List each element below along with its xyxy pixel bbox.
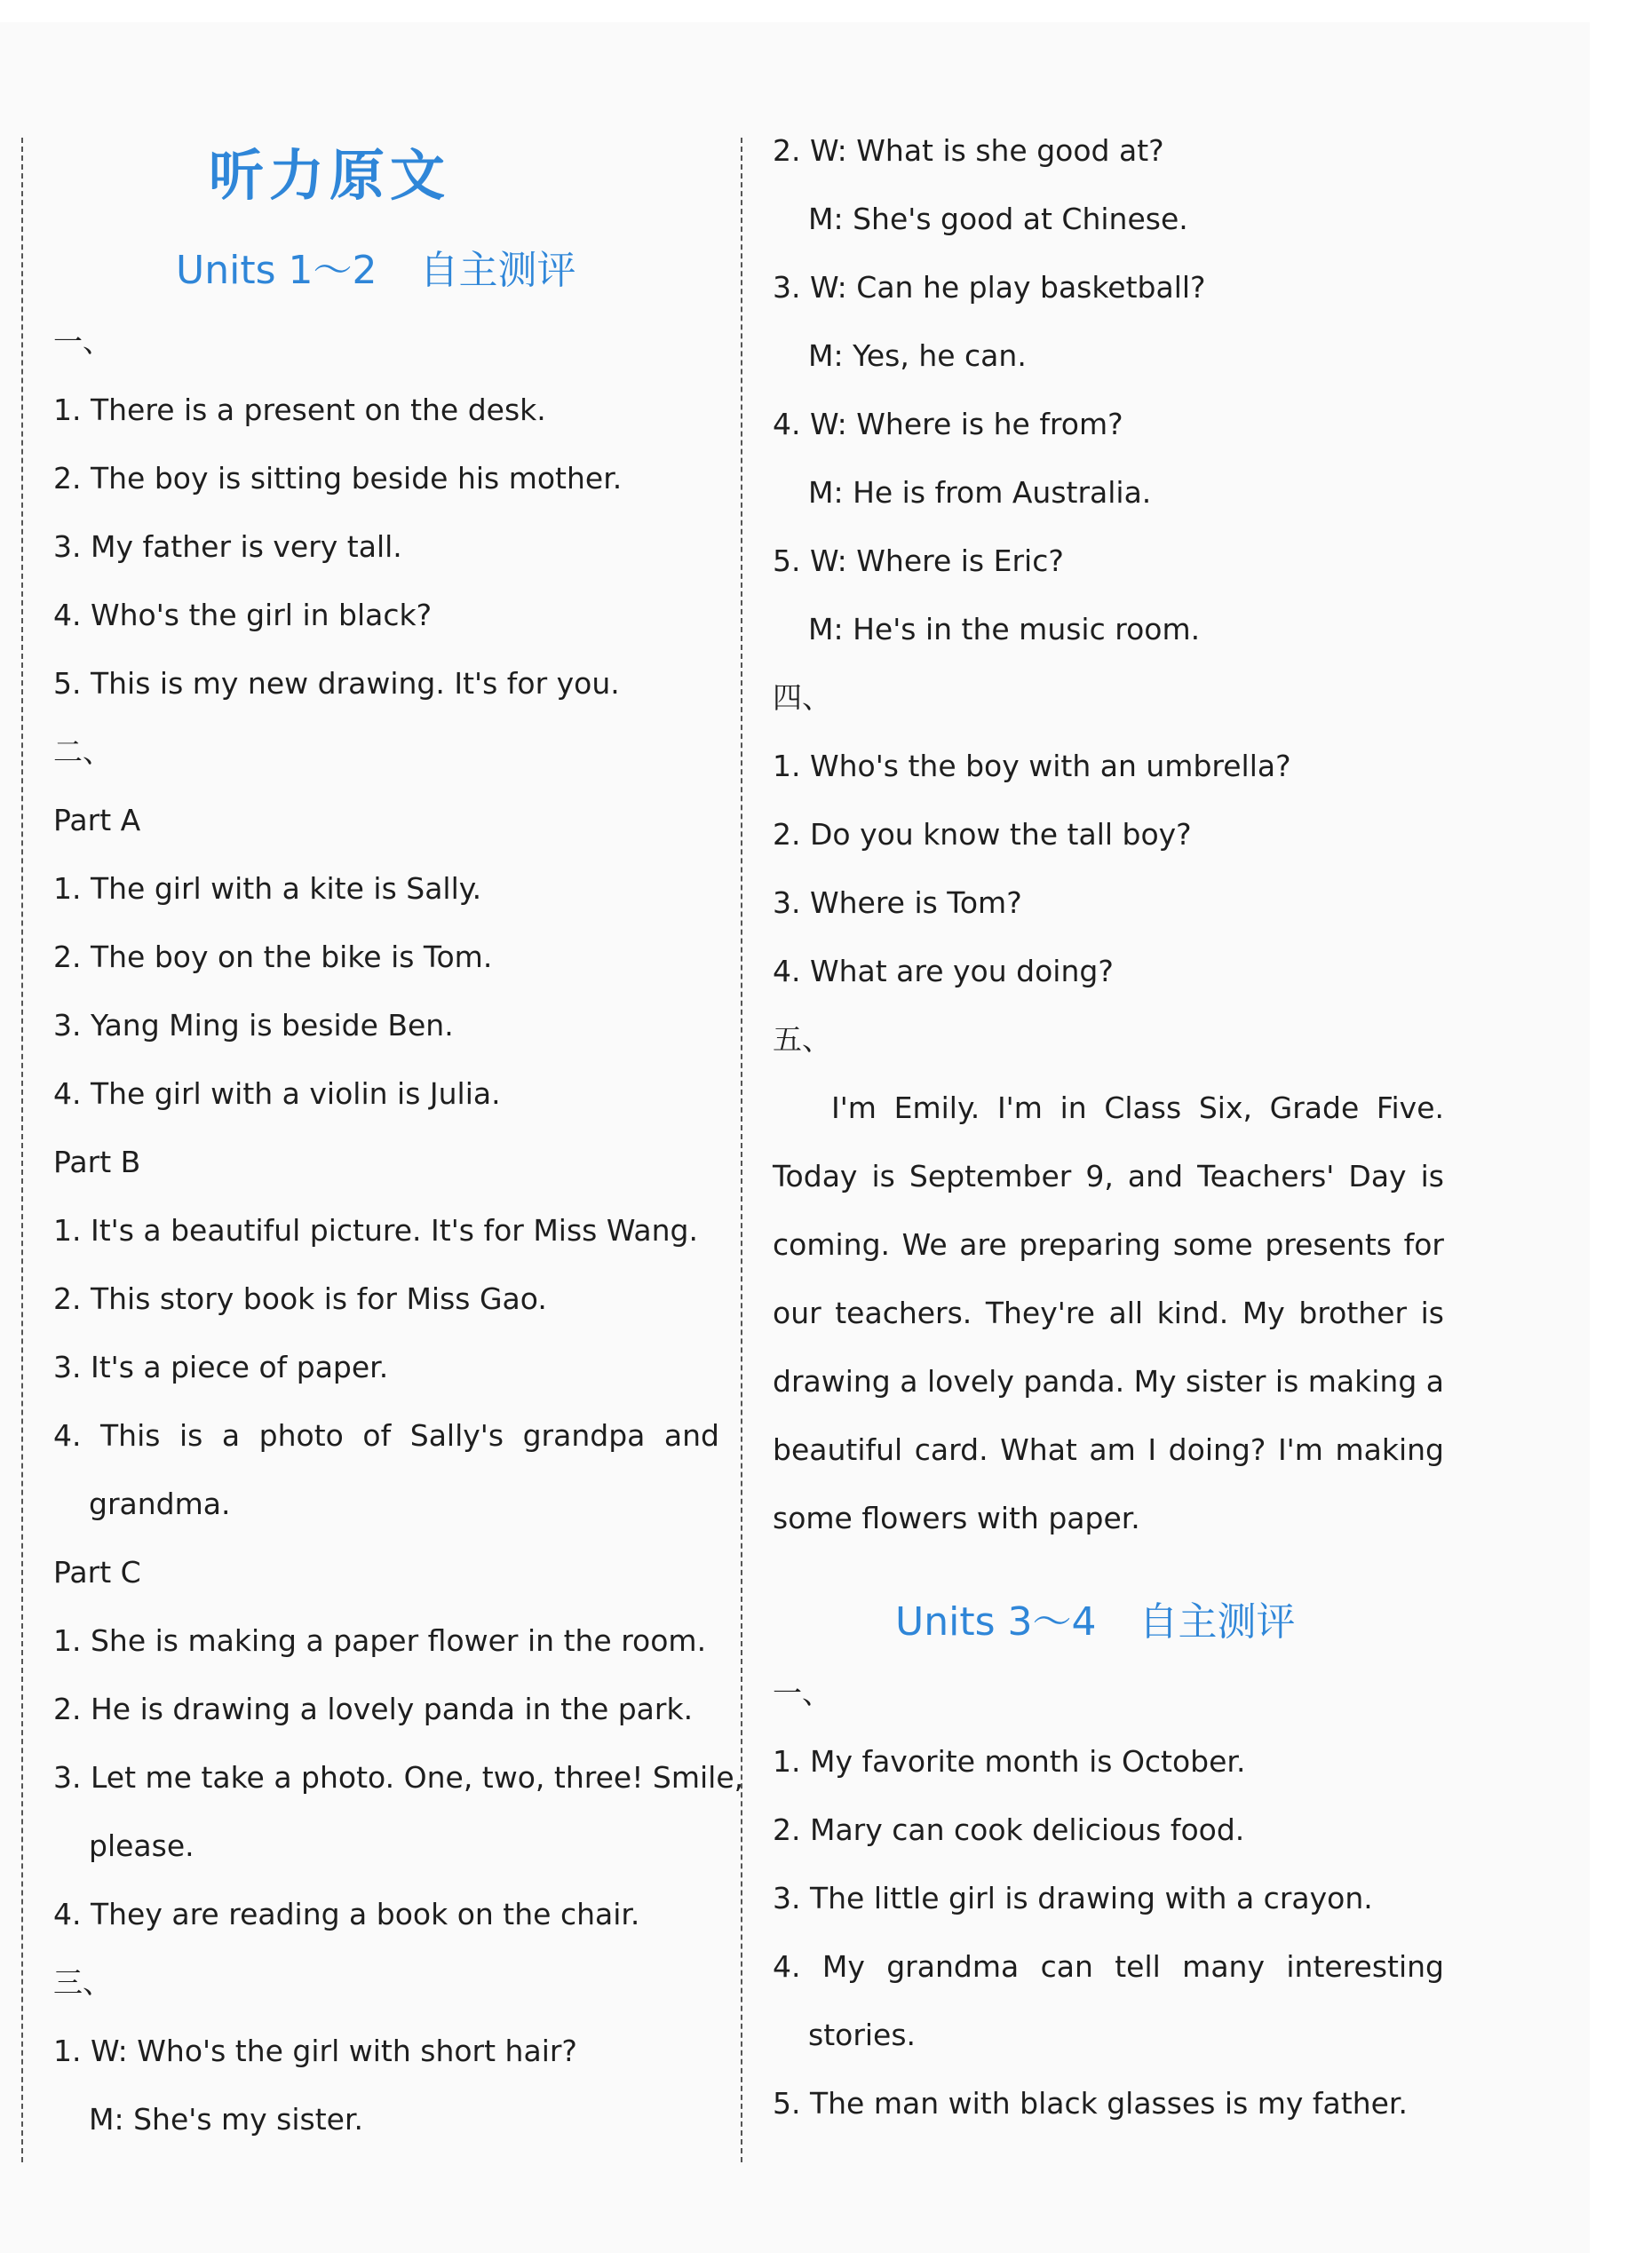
- passage-line: drawing a lovely panda. My sister is making a: [773, 1364, 1444, 1399]
- passage-line: some flowers with paper.: [773, 1501, 1140, 1535]
- heading-part-1: 一、: [53, 324, 112, 359]
- list-item: 2. The boy on the bike is Tom.: [53, 940, 493, 974]
- left-margin-divider: [21, 138, 23, 2162]
- list-item: 3. It's a piece of paper.: [53, 1350, 389, 1384]
- passage-line: coming. We are preparing some presents for: [773, 1227, 1444, 1262]
- part-label: Part B: [53, 1145, 141, 1179]
- passage-line: Today is September 9, and Teachers' Day is: [773, 1159, 1444, 1193]
- list-item: 4. They are reading a book on the chair.: [53, 1897, 640, 1931]
- dialogue-response: M: He is from Australia.: [808, 475, 1152, 510]
- list-item: 1. My favorite month is October.: [773, 1744, 1246, 1779]
- list-item: 2. The boy is sitting beside his mother.: [53, 461, 623, 496]
- passage-line: beautiful card. What am I doing? I'm making: [773, 1432, 1444, 1467]
- list-item: 1. It's a beautiful picture. It's for Miss Wang.: [53, 1213, 698, 1248]
- list-item: 1. The girl with a kite is Sally.: [53, 871, 482, 906]
- list-item: 2. Do you know the tall boy?: [773, 817, 1192, 852]
- list-item: 4. The girl with a violin is Julia.: [53, 1076, 501, 1111]
- page-title: 听力原文: [209, 143, 451, 208]
- list-item-continuation: stories.: [808, 2018, 917, 2052]
- dialogue-response: M: She's my sister.: [89, 2102, 363, 2137]
- list-item: 5. This is my new drawing. It's for you.: [53, 666, 620, 701]
- heading-part-4: 四、: [773, 680, 831, 715]
- list-item: 5. The man with black glasses is my father.: [773, 2086, 1408, 2121]
- dialogue-question: 4. W: Where is he from?: [773, 407, 1123, 441]
- list-item: 1. Who's the boy with an umbrella?: [773, 749, 1291, 783]
- list-item: 4. What are you doing?: [773, 954, 1114, 988]
- list-item: 3. The little girl is drawing with a crayon.: [773, 1881, 1373, 1915]
- list-item: 1. She is making a paper flower in the room.: [53, 1623, 707, 1658]
- list-item: 3. My father is very tall.: [53, 529, 402, 564]
- list-item: 2. Mary can cook delicious food.: [773, 1812, 1245, 1847]
- list-item: 3. Where is Tom?: [773, 885, 1022, 920]
- list-item: 2. He is drawing a lovely panda in the park.: [53, 1692, 694, 1726]
- section-label: 自主测评: [1139, 1599, 1296, 1645]
- heading-part-2: 二、: [53, 734, 112, 769]
- heading-part-5: 五、: [773, 1022, 831, 1057]
- column-divider: [741, 138, 742, 2162]
- list-item: 4. My grandma can tell many interesting: [773, 1949, 1444, 1984]
- part-label: Part C: [53, 1555, 141, 1590]
- dialogue-response: M: He's in the music room.: [808, 612, 1201, 646]
- list-item: 3. Let me take a photo. One, two, three! Smile,: [53, 1760, 744, 1795]
- dialogue-question: 5. W: Where is Eric?: [773, 543, 1064, 578]
- list-item: 1. W: Who's the girl with short hair?: [53, 2034, 577, 2068]
- section-units: Units 1～2: [176, 248, 377, 293]
- dialogue-question: 2. W: What is she good at?: [773, 133, 1164, 168]
- list-item: 3. Yang Ming is beside Ben.: [53, 1008, 454, 1043]
- part-label: Part A: [53, 803, 141, 837]
- passage-line: I'm Emily. I'm in Class Six, Grade Five.: [831, 1090, 1444, 1125]
- list-item: 4. Who's the girl in black?: [53, 598, 433, 632]
- section-label: 自主测评: [419, 248, 576, 293]
- heading-part-1: 一、: [773, 1676, 831, 1710]
- section-heading-units-3-4: [895, 1590, 1295, 1646]
- list-item-continuation: please.: [89, 1828, 194, 1863]
- list-item: 2. This story book is for Miss Gao.: [53, 1281, 547, 1316]
- list-item: 4. This is a photo of Sally's grandpa and: [53, 1418, 719, 1453]
- passage-line: our teachers. They're all kind. My brother is: [773, 1296, 1444, 1330]
- section-heading-units-1-2: [176, 238, 575, 295]
- list-item: 1. There is a present on the desk.: [53, 393, 546, 427]
- dialogue-response: M: Yes, he can.: [808, 338, 1027, 373]
- dialogue-response: M: She's good at Chinese.: [808, 202, 1188, 236]
- section-units: Units 3～4: [895, 1599, 1097, 1645]
- heading-part-3: 三、: [53, 1965, 112, 2000]
- list-item-continuation: grandma.: [89, 1487, 231, 1521]
- dialogue-question: 3. W: Can he play basketball?: [773, 270, 1206, 305]
